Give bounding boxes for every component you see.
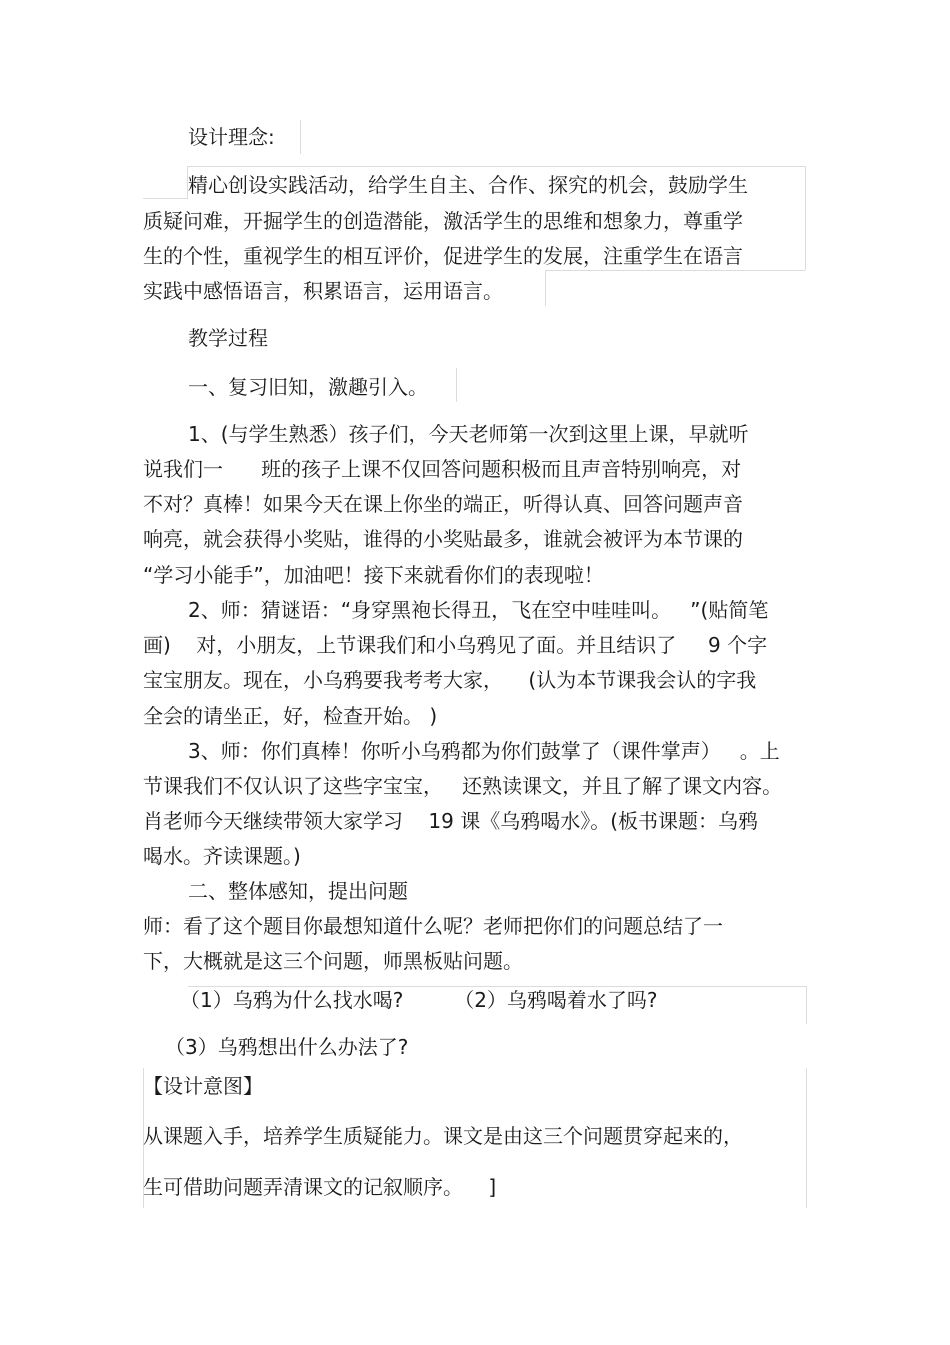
teacher-line: 师：看了这个题目你最想知道什么呢？老师把你们的问题总结了一 — [143, 914, 723, 938]
rule-box1-stub — [545, 270, 546, 306]
item3-line: 喝水。齐读课题。) — [143, 844, 301, 868]
item1-line: 不对？真棒！如果今天在课上你坐的端正，听得认真、回答问题声音 — [143, 492, 743, 516]
section2-heading: 二、整体感知，提出问题 — [188, 879, 408, 903]
design-concept-line: 精心创设实践活动，给学生自主、合作、探究的机会，鼓励学生 — [188, 173, 748, 197]
rule-sec1-right — [456, 368, 457, 402]
item2-line: 2、师：猜谜语：“身穿黑袍长得丑，飞在空中哇哇叫。 ”(贴简笔 — [188, 598, 769, 622]
item2-line: 宝宝朋友。现在，小乌鸦要我考考大家， (认为本节课我会认的字我 — [143, 668, 757, 692]
rule-box1-right — [805, 166, 806, 270]
item1-line: “学习小能手”，加油吧！接下来就看你们的表现啦！ — [143, 563, 604, 587]
item1-line: 说我们一 班的孩子上课不仅回答问题积极而且声音特别响亮，对 — [143, 457, 742, 481]
item3-line: 肖老师今天继续带领大家学习 19 课《乌鸦喝水》。(板书课题：乌鸦 — [143, 809, 759, 833]
intent-line: 生可借助问题弄清课文的记叙顺序。 ] — [143, 1175, 497, 1199]
rule-indent-mark — [143, 198, 188, 199]
item3-line: 节课我们不仅认识了这些字宝宝， 还熟读课文，并且了解了课文内容。 — [143, 774, 783, 798]
item2-line: 画) 对，小朋友，上节课我们和小乌鸦见了面。并且结识了 9 个字 — [143, 633, 768, 657]
rule-box1-top — [187, 166, 805, 167]
rule-box1-bottom — [545, 270, 805, 271]
item3-line: 3、师：你们真棒！你听小乌鸦都为你们鼓掌了（课件掌声） 。上 — [188, 739, 780, 763]
rule-q-top — [188, 986, 806, 987]
rule-intent-right — [806, 1068, 807, 1208]
question-3: （3）乌鸦想出什么办法了? — [165, 1035, 409, 1059]
item1-line: 响亮，就会获得小奖贴，谁得的小奖贴最多，谁就会被评为本节课的 — [143, 527, 743, 551]
design-concept-heading: 设计理念: — [188, 125, 275, 149]
questions-row: （1）乌鸦为什么找水喝? （2）乌鸦喝着水了吗? — [180, 988, 658, 1012]
design-concept-line: 实践中感悟语言，积累语言，运用语言。 — [143, 279, 503, 303]
teacher-line: 下，大概就是这三个问题，师黑板贴问题。 — [143, 949, 523, 973]
section1-heading: 一、复习旧知，激趣引入。 — [188, 375, 428, 399]
intent-heading: 【设计意图】 — [143, 1074, 263, 1098]
item2-line: 全会的请坐正，好，检查开始。 ) — [143, 704, 438, 728]
rule-q-right — [806, 986, 807, 1024]
intent-line: 从课题入手，培养学生质疑能力。课文是由这三个问题贯穿起来的， — [143, 1124, 743, 1148]
design-concept-line: 质疑问难，开掘学生的创造潜能，激活学生的思维和想象力，尊重学 — [143, 209, 743, 233]
rule-heading-right — [300, 120, 301, 154]
item1-line: 1、(与学生熟悉）孩子们，今天老师第一次到这里上课，早就听 — [188, 422, 749, 446]
process-heading: 教学过程 — [188, 326, 268, 350]
design-concept-line: 生的个性，重视学生的相互评价，促进学生的发展，注重学生在语言 — [143, 244, 743, 268]
